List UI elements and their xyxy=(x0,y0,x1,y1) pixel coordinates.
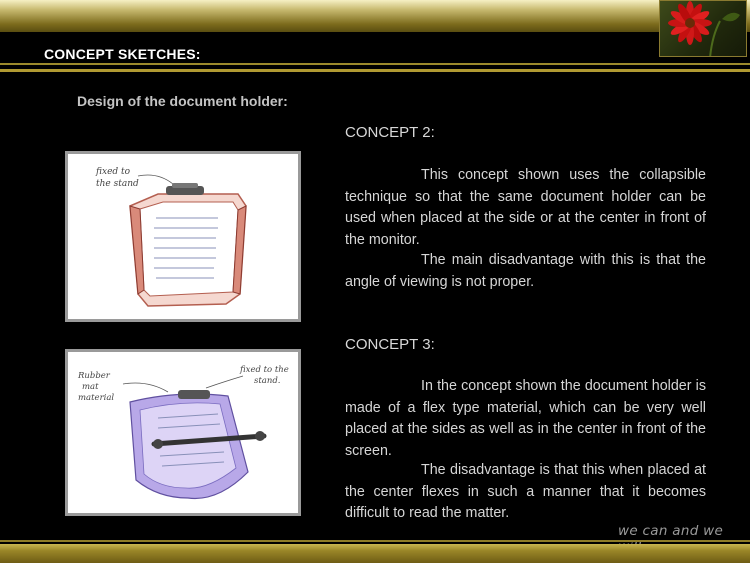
sketch-label: stand. xyxy=(254,376,281,386)
concept-3-disadvantage: The disadvantage is that this when placed at the center flexes in such a manner that it becomes difficult to read the matter. xyxy=(345,462,706,522)
concept-2-description: This concept shown uses the collapsible technique so that the same document holder can be used when placed at the side or at the center in front of the monitor. xyxy=(345,167,706,248)
sketch-label: Rubber xyxy=(78,371,110,381)
header-divider-thick xyxy=(0,69,750,72)
concept-3-description: In the concept shown the document holder is made of a flex type material, which can be very well placed at the sides as well as in the center in front of the screen. xyxy=(345,378,706,459)
footer-divider xyxy=(0,540,750,542)
concept-3-sketch xyxy=(65,349,301,516)
section-subtitle: Design of the document holder: xyxy=(77,93,288,109)
top-gold-band xyxy=(0,0,750,32)
header-divider-thin xyxy=(0,63,750,65)
footer-slogan: we can and we xyxy=(618,523,724,539)
concept-3-title: CONCEPT 3: xyxy=(345,336,435,353)
sketch-label: fixed to xyxy=(96,167,131,177)
concept-2-title: CONCEPT 2: xyxy=(345,124,435,141)
concept-2-disadvantage: The main disadvantage with this is that the angle of viewing is not proper. xyxy=(345,252,706,290)
sketch-label: the stand xyxy=(96,179,139,189)
bottom-gold-band xyxy=(0,544,750,563)
concept-2-sketch xyxy=(65,151,301,322)
sketch-label: mat xyxy=(82,382,99,392)
sketch-label: fixed to the xyxy=(240,365,289,375)
flower-image xyxy=(659,0,747,57)
sketch-label: material xyxy=(78,393,115,403)
page-header-title: CONCEPT SKETCHES: xyxy=(44,46,201,62)
